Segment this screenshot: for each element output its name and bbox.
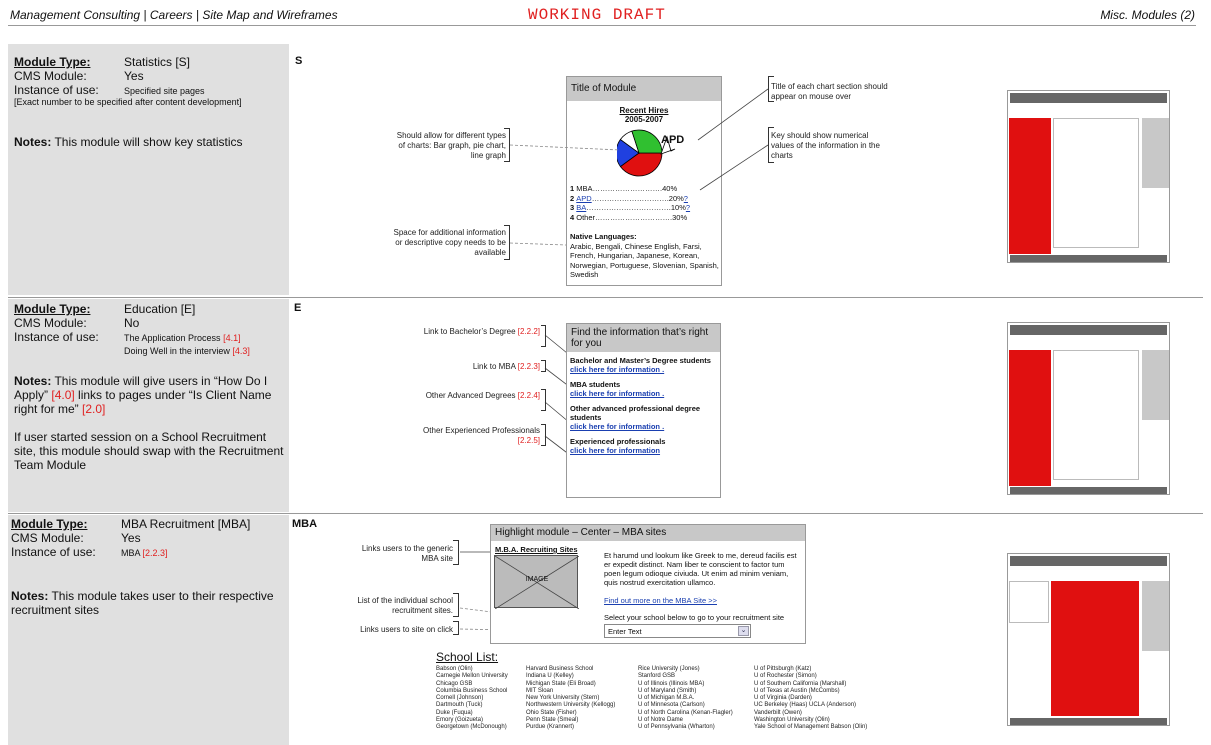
stat-value: ………………………….30% xyxy=(595,212,688,222)
school-list-item[interactable]: Purdue (Krannert) xyxy=(526,724,575,731)
school-list-item[interactable]: U of Minnesota (Carlson) xyxy=(638,702,705,709)
wireframe-highlight-region xyxy=(1009,350,1051,486)
school-list-item[interactable]: Michigan State (Eli Broad) xyxy=(526,680,596,687)
education-item xyxy=(570,437,717,455)
education-item-link[interactable]: click here for information . xyxy=(570,389,665,398)
cms-value: Yes xyxy=(121,531,141,545)
school-list-item[interactable]: Washington University (Olin) xyxy=(754,717,830,724)
image-placeholder xyxy=(494,555,578,608)
school-list-item[interactable]: Chicago GSB xyxy=(436,680,473,687)
school-list-item[interactable]: U of North Carolina (Kenan-Flagler) xyxy=(638,709,733,716)
callout-bracket xyxy=(453,593,459,617)
cms-value: No xyxy=(124,316,140,330)
wireframe-nav-bar xyxy=(1010,93,1167,103)
school-list xyxy=(436,666,896,741)
school-list-item[interactable]: Vanderbilt (Owen) xyxy=(754,709,802,716)
instance-label: Instance of use: xyxy=(14,83,99,97)
callout-space: Space for additional information or descriptive copy needs to be available xyxy=(393,228,506,257)
module-type-label: Module Type: xyxy=(11,517,88,531)
exact-number-note: [Exact number to be specified after content development] xyxy=(14,97,242,107)
stat-number: 4 xyxy=(570,212,577,222)
callout-chart-types: Should allow for different types of charts: Bar graph, pie chart, line graph xyxy=(396,131,506,160)
school-list-item[interactable]: U of Michigan M.B.A. xyxy=(638,695,695,702)
school-list-item[interactable]: Cornell (Johnson) xyxy=(436,695,484,702)
statistics-module-title: Title of Module xyxy=(567,77,721,101)
education-callout-text: Other Advanced Degrees xyxy=(425,391,518,400)
callout-key: Key should show numerical values of the information in the charts xyxy=(771,131,880,160)
section-letter-e: E xyxy=(294,302,302,314)
education-item-heading: Other advanced professional degree students xyxy=(570,404,701,422)
instance-line-2: Doing Well in the interview xyxy=(124,346,233,356)
school-list-item[interactable]: Ohio State (Fisher) xyxy=(526,709,577,716)
wireframe-highlight-region xyxy=(1009,118,1051,254)
school-list-item[interactable]: U of Illinois (Illinois MBA) xyxy=(638,680,705,687)
callout-bracket xyxy=(541,360,546,372)
education-item-link[interactable]: click here for information xyxy=(570,446,661,455)
school-list-item[interactable]: Yale School of Management Babson (Olin) xyxy=(754,724,868,731)
callout-school-list: List of the individual school recruitment sites. xyxy=(357,596,453,615)
education-callout xyxy=(420,362,540,372)
education-module-title: Find the information that’s right for you xyxy=(567,324,720,352)
native-languages-title: Native Languages: xyxy=(570,232,637,241)
school-select[interactable] xyxy=(604,624,751,638)
wireframe-nav-bar xyxy=(1010,556,1167,566)
education-module-box xyxy=(566,323,721,498)
instance-value: Specified site pages xyxy=(124,86,205,96)
mba-body-text: Et harumd und lookum like Greek to me, dereud facilis est er expedit distinct. Nam liber te conscient to factor tum poen legum odioque civiuda. Ut enim ad minim veniam, quis nostrud exercitation ullamco. xyxy=(604,551,797,587)
education-item-heading: MBA students xyxy=(570,380,621,389)
school-list-item[interactable]: Carnegie Mellon University xyxy=(436,673,508,680)
wireframe-nav-bar xyxy=(1010,325,1167,335)
mba-module-title: Highlight module – Center – MBA sites xyxy=(491,525,805,541)
education-item xyxy=(570,404,717,431)
school-list-item[interactable]: Babson (Olin) xyxy=(436,666,473,672)
cms-label: CMS Module: xyxy=(11,531,84,545)
education-item xyxy=(570,380,717,398)
school-list-item[interactable]: Georgetown (McDonough) xyxy=(436,724,507,731)
education-callout-ref: [2.2.2] xyxy=(517,327,540,336)
school-list-column xyxy=(638,666,733,732)
school-list-item[interactable]: UC Berkeley (Haas) UCLA (Anderson) xyxy=(754,702,857,709)
education-callout-text: Link to MBA xyxy=(472,362,518,371)
school-list-title: School List: xyxy=(436,650,499,664)
school-list-item[interactable]: Penn State (Smeal) xyxy=(526,717,579,724)
module-type-label: Module Type: xyxy=(14,302,91,316)
education-notes xyxy=(14,374,284,416)
module-type-value: Statistics [S] xyxy=(124,55,191,69)
school-select-value: Enter Text xyxy=(608,627,642,636)
education-callout xyxy=(420,426,540,446)
education-notes-swap: If user started session on a School Recruitment site, this module should swap with the Recruitment Team Module xyxy=(14,430,284,472)
stat-value: …………………………….10% xyxy=(586,203,686,212)
instance-ref: [2.2.3] xyxy=(142,548,168,558)
callout-generic-mba: Links users to the generic MBA site xyxy=(361,544,453,563)
wireframe-content-area xyxy=(1053,350,1139,480)
callout-bracket xyxy=(453,540,459,565)
header-page-label: Misc. Modules (2) xyxy=(1100,8,1195,22)
native-languages-text: Arabic, Bengali, Chinese English, Farsi, French, Hungarian, Japanese, Korean, Norwegian, Portuguese, Slovenian, Spanish, Swedish xyxy=(570,241,719,279)
mba-sites-link[interactable]: M.B.A. Recruiting Sites xyxy=(495,545,578,554)
stat-value: ………………………….20% xyxy=(591,193,684,203)
chevron-down-icon[interactable]: ⌄ xyxy=(738,626,749,636)
education-callout-ref: [2.2.4] xyxy=(517,391,540,400)
stat-name: MBA xyxy=(576,184,593,193)
working-draft-label: WORKING DRAFT xyxy=(528,6,666,24)
cms-value: Yes xyxy=(124,69,144,83)
school-list-item[interactable]: U of Southern California (Marshall) xyxy=(754,680,847,687)
education-callout-ref: [2.2.5] xyxy=(517,436,540,445)
wireframe-highlight-region xyxy=(1051,581,1139,716)
callout-chart-title: Title of each chart section should appear on mouse over xyxy=(771,82,888,101)
callout-click: Links users to site on click xyxy=(360,625,453,634)
stat-number: 3 xyxy=(570,203,577,212)
school-list-item[interactable]: Rice University (Jones) xyxy=(638,666,700,672)
education-info-panel xyxy=(8,299,289,512)
wireframe-sidebar xyxy=(1142,350,1169,420)
school-list-column xyxy=(526,666,615,732)
instance-ref-2: [4.3] xyxy=(232,346,250,356)
section-divider xyxy=(8,513,1203,514)
section-letter-mba: MBA xyxy=(292,518,318,530)
stat-number: 1 xyxy=(570,184,577,193)
stat-name[interactable]: BA xyxy=(576,203,587,212)
stat-number: 2 xyxy=(570,193,577,203)
school-list-item[interactable]: U of Pittsburgh (Katz) xyxy=(754,666,812,672)
wireframe-thumbnail-e xyxy=(1007,322,1170,495)
education-callout-text: Other Experienced Professionals xyxy=(423,426,540,435)
notes-label: Notes: xyxy=(14,135,52,149)
stat-help-icon[interactable]: ? xyxy=(683,193,688,203)
education-item-link[interactable]: click here for information . xyxy=(570,365,665,374)
section-divider xyxy=(8,297,1203,298)
wireframe-footer xyxy=(1010,255,1167,262)
wireframe-thumbnail-mba xyxy=(1007,553,1170,726)
instance-value: MBA xyxy=(121,548,143,558)
cms-label: CMS Module: xyxy=(14,316,87,330)
mba-module-box xyxy=(490,524,806,644)
chart-title: Recent Hires xyxy=(619,106,669,115)
callout-bracket xyxy=(453,621,459,635)
education-item xyxy=(570,356,717,374)
cms-label: CMS Module: xyxy=(14,69,87,83)
stat-value: ……………………….40% xyxy=(592,184,678,193)
wireframe-sidebar xyxy=(1142,118,1169,188)
school-list-item[interactable]: Harvard Business School xyxy=(526,666,594,672)
education-item-link[interactable]: click here for information . xyxy=(570,422,665,431)
school-list-item[interactable]: Dartmouth (Tuck) xyxy=(436,702,483,709)
school-list-column xyxy=(436,666,508,732)
module-type-value: MBA Recruitment [MBA] xyxy=(121,517,251,531)
notes-text: links to pages under “Is Client Name right for me” xyxy=(14,388,272,416)
school-list-item[interactable]: U of Rochester (Simon) xyxy=(754,673,817,680)
school-list-item[interactable]: Emory (Goizueta) xyxy=(436,717,484,724)
school-list-column xyxy=(754,666,867,732)
school-list-item[interactable]: Stanford GSB xyxy=(638,673,676,680)
school-list-item[interactable]: U of Maryland (Smith) xyxy=(638,687,697,694)
instance-ref-1: [4.1] xyxy=(223,333,241,343)
instance-label: Instance of use: xyxy=(14,330,99,344)
instance-label: Instance of use: xyxy=(11,545,96,559)
chart-callout-label: APD xyxy=(661,134,685,146)
education-callout xyxy=(420,327,540,337)
module-type-label: Module Type: xyxy=(14,55,91,69)
find-out-more-link[interactable]: Find out more on the MBA Site >> xyxy=(604,596,717,605)
image-label: IMAGE xyxy=(525,576,549,583)
notes-text: This module will show key statistics xyxy=(51,135,243,149)
school-list-item[interactable]: U of Virginia (Darden) xyxy=(754,695,812,702)
school-list-item[interactable]: New York University (Stern) xyxy=(526,695,600,702)
education-items xyxy=(567,352,720,465)
school-list-item[interactable]: U of Notre Dame xyxy=(638,717,684,724)
instance-line-1: The Application Process xyxy=(124,333,224,343)
callout-bracket xyxy=(541,389,546,411)
wireframe-sidebar xyxy=(1142,581,1169,651)
wireframe-footer xyxy=(1010,718,1167,725)
mba-notes xyxy=(11,589,287,617)
wireframe-left-area xyxy=(1009,581,1049,623)
stat-name[interactable]: APD xyxy=(576,193,592,203)
select-school-prompt: Select your school below to go to your recruitment site xyxy=(604,613,785,622)
school-list-item[interactable]: Indiana U (Kelley) xyxy=(526,673,574,680)
section-letter-s: S xyxy=(295,55,303,67)
chart-years: 2005-2007 xyxy=(624,115,664,124)
wireframe-content-area xyxy=(1053,118,1139,248)
notes-text: This module takes user to their respective recruitment sites xyxy=(11,589,274,617)
school-list-item[interactable]: Columbia Business School xyxy=(436,687,508,694)
wireframe-footer xyxy=(1010,487,1167,494)
callout-bracket xyxy=(541,325,546,347)
education-item-heading: Bachelor and Master’s Degree students xyxy=(570,356,711,365)
school-list-item[interactable]: Northwestern University (Kellogg) xyxy=(526,702,616,709)
notes-label: Notes: xyxy=(11,589,49,603)
school-list-item[interactable]: U of Pennsylvania (Wharton) xyxy=(638,724,715,731)
education-item-heading: Experienced professionals xyxy=(570,437,666,446)
notes-ref: [2.0] xyxy=(82,402,106,416)
school-list-item[interactable]: MIT Sloan xyxy=(526,687,554,694)
education-callout-text: Link to Bachelor’s Degree xyxy=(423,327,518,336)
callout-bracket xyxy=(541,424,546,446)
school-list-item[interactable]: Duke (Fuqua) xyxy=(436,709,473,716)
notes-text: This module will give users in “How Do I Apply” xyxy=(14,374,268,402)
stat-name: Other xyxy=(576,212,596,222)
school-list-item[interactable]: U of Texas at Austin (McCombs) xyxy=(754,687,840,694)
module-type-value: Education [E] xyxy=(124,302,196,316)
notes-ref: [4.0] xyxy=(51,388,75,402)
stat-help-icon[interactable]: ? xyxy=(685,203,691,212)
mba-info-panel xyxy=(8,515,289,745)
wireframe-thumbnail-s xyxy=(1007,90,1170,263)
notes-label: Notes: xyxy=(14,374,52,388)
header-breadcrumb: Management Consulting | Careers | Site Map and Wireframes xyxy=(10,8,338,22)
education-callout xyxy=(420,391,540,401)
education-callout-ref: [2.2.3] xyxy=(517,362,540,371)
